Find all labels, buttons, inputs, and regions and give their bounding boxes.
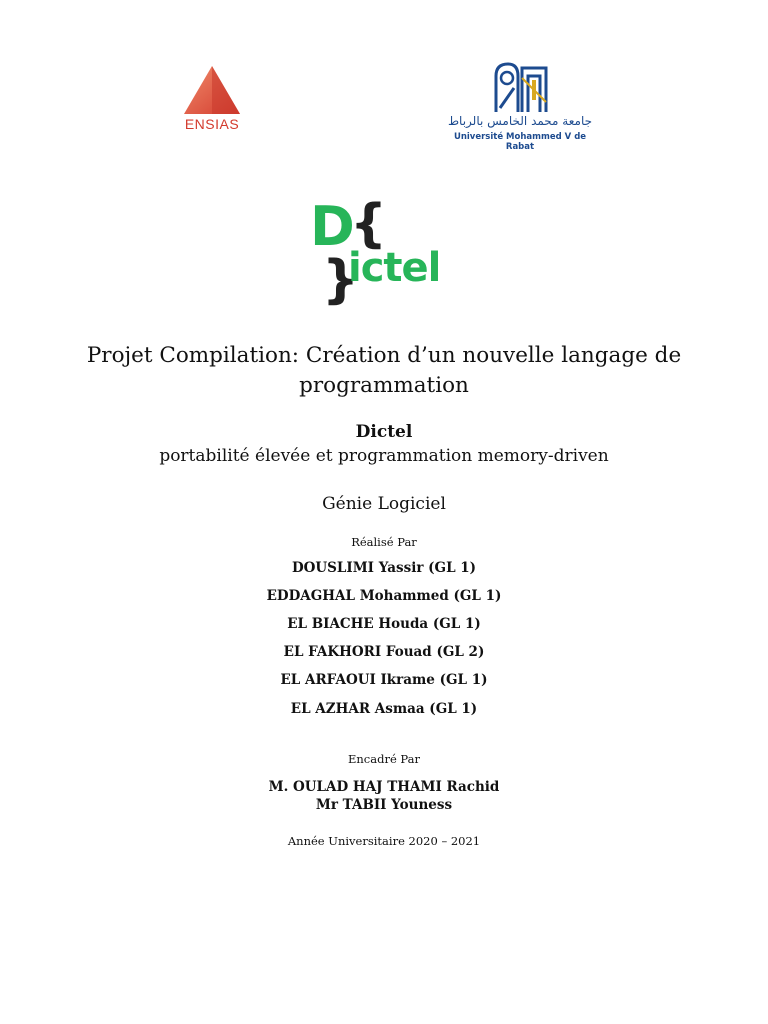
- supervisor-name: Mr TABII Youness: [315, 797, 453, 813]
- supervision-label: Encadré Par: [348, 752, 420, 766]
- dictel-logo-brace-close: }: [322, 250, 360, 310]
- university-logo: [440, 58, 600, 152]
- university-name-latin: Université Mohammed V de Rabat: [453, 132, 587, 152]
- team-member: DOUSLIMI Yassir (GL 1): [291, 560, 477, 576]
- academic-year: Année Universitaire 2020 – 2021: [287, 834, 481, 848]
- ensias-logo: [172, 62, 252, 138]
- university-emblem-icon: [488, 58, 550, 114]
- supervisor-name: M. OULAD HAJ THAMI Rachid: [268, 779, 500, 795]
- team-member: EL FAKHORI Fouad (GL 2): [283, 644, 485, 660]
- dictel-logo-brace-open: {: [350, 194, 388, 254]
- ensias-wordmark: ENSIAS: [184, 116, 240, 132]
- dictel-logo-ictel: ictel: [348, 245, 441, 291]
- team-member: EL ARFAOUI Ikrame (GL 1): [280, 672, 488, 688]
- document-title-line-2: programmation: [299, 373, 469, 398]
- university-name-arabic: جامعة محمد الخامس بالرباط: [447, 114, 593, 128]
- project-subtitle: portabilité élevée et programmation memory-driven: [159, 446, 609, 466]
- team-member: EDDAGHAL Mohammed (GL 1): [266, 588, 502, 604]
- field-of-study: Génie Logiciel: [322, 494, 446, 514]
- document-title-line-1: Projet Compilation: Création d’un nouvelle langage de: [86, 343, 682, 368]
- team-label: Réalisé Par: [351, 535, 417, 549]
- dictel-logo: [308, 194, 464, 314]
- project-name: Dictel: [355, 422, 413, 442]
- ensias-triangle-icon: [182, 64, 242, 116]
- dictel-logo-d: D: [310, 195, 355, 258]
- team-member: EL BIACHE Houda (GL 1): [287, 616, 481, 632]
- team-member: EL AZHAR Asmaa (GL 1): [290, 701, 478, 717]
